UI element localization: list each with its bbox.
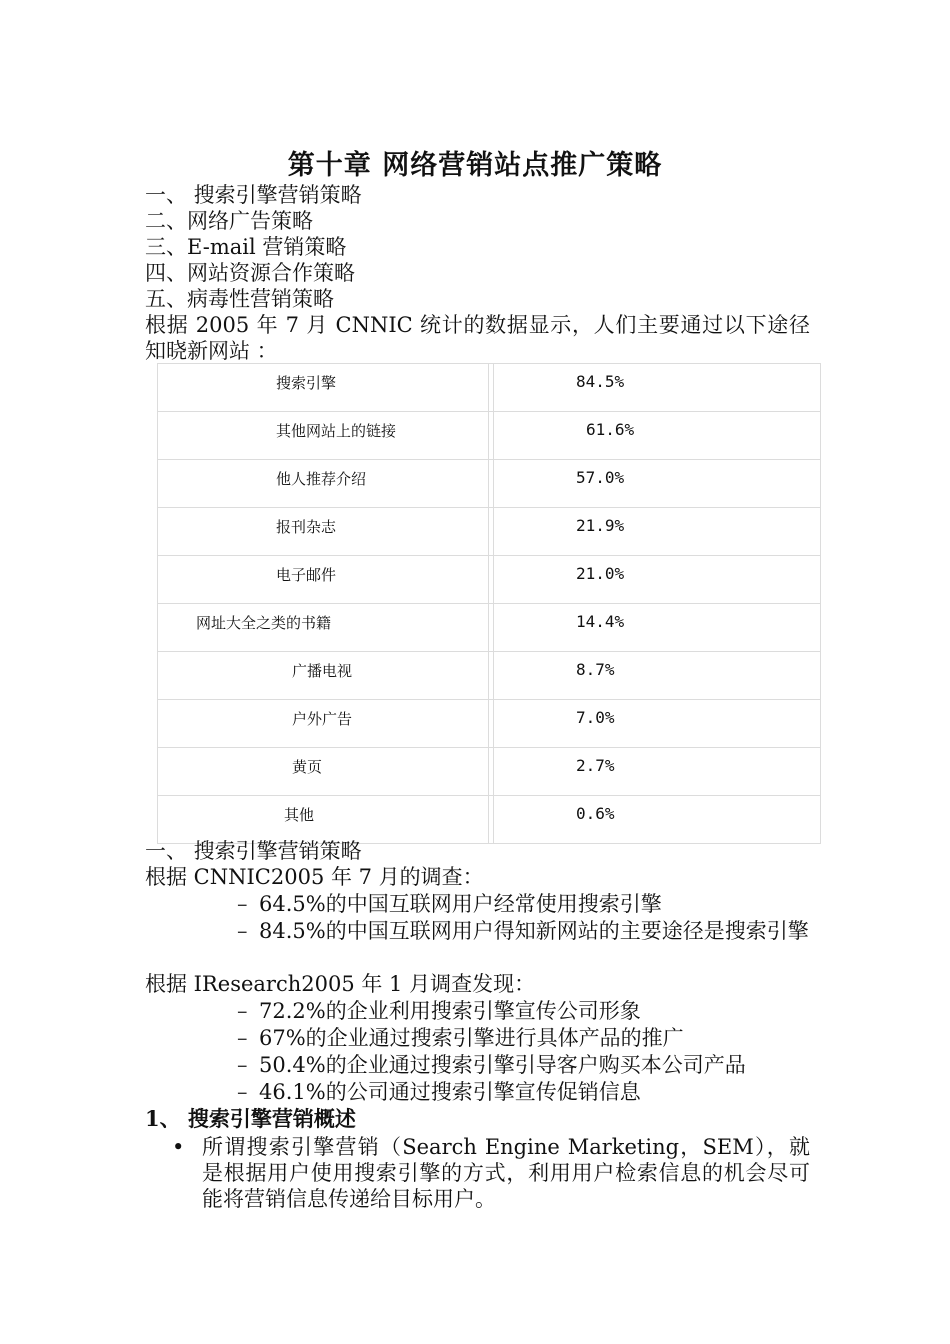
table-row bbox=[158, 556, 821, 604]
table-row bbox=[158, 364, 821, 412]
list-item-text: 84.5%的中国互联网用户得知新网站的主要途径是搜索引擎 bbox=[259, 919, 809, 943]
source-label: 他人推荐介绍 bbox=[276, 470, 367, 488]
dash-marker: – bbox=[237, 1080, 248, 1104]
table-row bbox=[158, 700, 821, 748]
dash-marker: – bbox=[237, 999, 248, 1023]
source-value: 14.4% bbox=[576, 612, 625, 631]
subsection-heading: 1、 搜索引擎营销概述 bbox=[145, 1106, 356, 1131]
table-row bbox=[158, 604, 821, 652]
dash-marker: – bbox=[237, 919, 248, 943]
table-row bbox=[158, 748, 821, 796]
source-value: 8.7% bbox=[576, 660, 615, 679]
dash-marker: – bbox=[237, 1026, 248, 1050]
cnnic-survey-intro: 根据 CNNIC2005 年 7 月的调查： bbox=[145, 865, 484, 889]
source-label: 广播电视 bbox=[292, 662, 353, 680]
source-label: 黄页 bbox=[292, 758, 323, 776]
intro-paragraph: 根据 2005 年 7 月 CNNIC 统计的数据显示，人们主要通过以下途径知晓新网站 ： bbox=[145, 313, 810, 363]
outline-item-5: 五、病毒性营销策略 bbox=[145, 287, 334, 311]
source-label: 其他网站上的链接 bbox=[276, 422, 397, 440]
source-value: 21.9% bbox=[576, 516, 625, 535]
source-label: 电子邮件 bbox=[276, 566, 337, 584]
dash-marker: – bbox=[237, 1053, 248, 1077]
outline-item-4: 四、网站资源合作策略 bbox=[145, 261, 355, 285]
table-row bbox=[158, 652, 821, 700]
list-item-text: 50.4%的企业通过搜索引擎引导客户购买本公司产品 bbox=[259, 1053, 746, 1077]
source-value: 2.7% bbox=[576, 756, 615, 775]
outline-item-1: 一、 搜索引擎营销策略 bbox=[145, 183, 362, 207]
source-value: 7.0% bbox=[576, 708, 615, 727]
source-label: 户外广告 bbox=[292, 710, 353, 728]
website-source-table bbox=[157, 363, 821, 844]
outline-item-2: 二、网络广告策略 bbox=[145, 209, 313, 233]
list-item-text: 72.2%的企业利用搜索引擎宣传公司形象 bbox=[259, 999, 641, 1023]
source-value: 61.6% bbox=[586, 420, 635, 439]
table-row bbox=[158, 796, 821, 844]
bullet-marker: • bbox=[172, 1135, 185, 1159]
table-row bbox=[158, 412, 821, 460]
section-heading: 一、 搜索引擎营销策略 bbox=[145, 839, 362, 863]
source-value: 21.0% bbox=[576, 564, 625, 583]
source-label: 网址大全之类的书籍 bbox=[196, 614, 332, 632]
bullet-text: 所谓搜索引擎营销（Search Engine Marketing，SEM），就是根据用户使用搜索引擎的方式，利用用户检索信息的机会尽可能将营销信息传递给目标用户。 bbox=[202, 1135, 810, 1211]
source-label: 报刊杂志 bbox=[276, 518, 337, 536]
list-item-text: 46.1%的公司通过搜索引擎宣传促销信息 bbox=[259, 1080, 641, 1104]
iresearch-survey-intro: 根据 IResearch2005 年 1 月调查发现： bbox=[145, 972, 536, 996]
dash-marker: – bbox=[237, 892, 248, 916]
source-value: 0.6% bbox=[576, 804, 615, 823]
source-value: 84.5% bbox=[576, 372, 625, 391]
outline-item-3: 三、E-mail 营销策略 bbox=[145, 235, 347, 259]
table-row bbox=[158, 460, 821, 508]
chapter-title: 第十章 网络营销站点推广策略 bbox=[287, 150, 663, 181]
source-label: 搜索引擎 bbox=[276, 374, 337, 392]
list-item-text: 64.5%的中国互联网用户经常使用搜索引擎 bbox=[259, 892, 662, 916]
list-item-text: 67%的企业通过搜索引擎进行具体产品的推广 bbox=[259, 1026, 684, 1050]
source-value: 57.0% bbox=[576, 468, 625, 487]
table-row bbox=[158, 508, 821, 556]
source-label: 其他 bbox=[284, 806, 315, 824]
